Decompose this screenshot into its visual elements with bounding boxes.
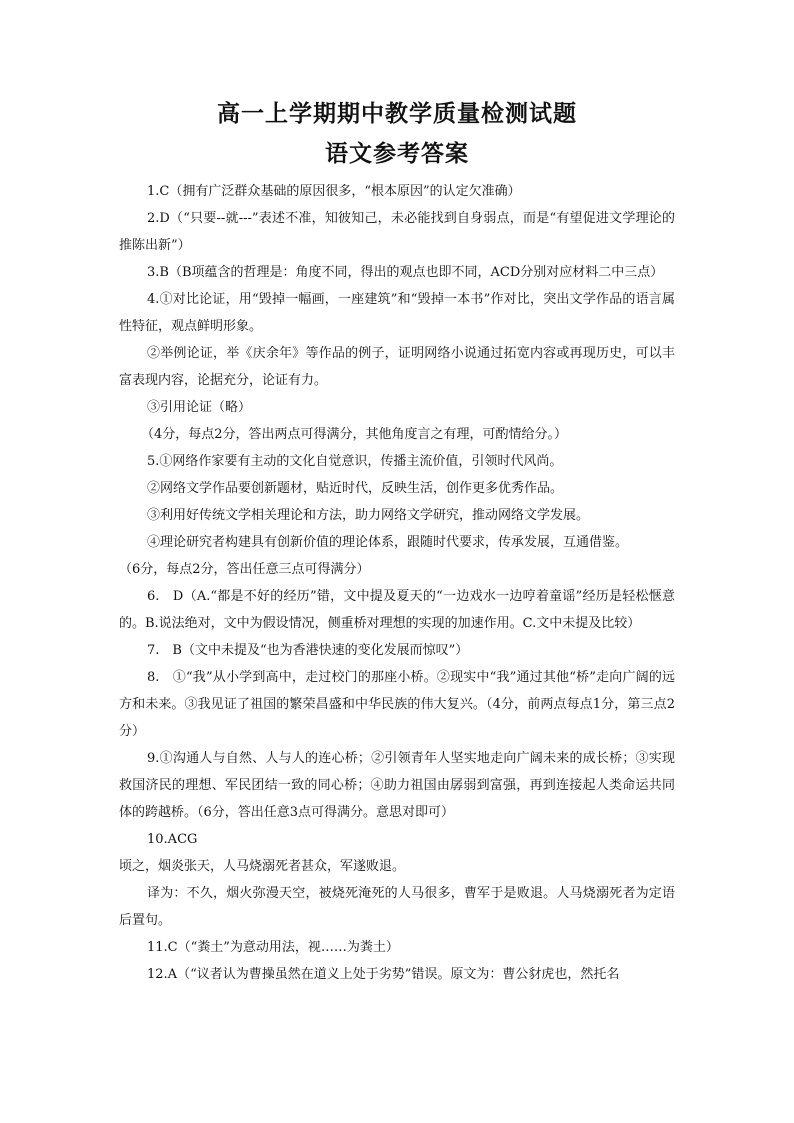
answer-5-point-1: 5.①网络作家要有主动的文化自觉意识，传播主流价值，引领时代风尚。	[147, 454, 563, 469]
answer-5-scoring: （6分，每点2分，答出任意三点可得满分）	[119, 562, 370, 577]
document-subtitle: 语文参考答案	[325, 140, 469, 167]
answer-12: 12.A（“议者认为曹操虽然在道义上处于劣势”错误。原文为：曹公豺虎也，然托名	[147, 967, 620, 982]
answer-8: 8. ①“我”从小学到高中，走过校门的那座小桥。②现实中“我”通过其他“桥”走向广阔的远方和未来。③我见证了祖国的繁荣昌盛和中华民族的伟大复兴。（4分，前两点每点1分，第三点2分）	[119, 670, 675, 739]
answer-6: 6. D（A.“都是不好的经历”错，文中提及夏天的“一边戏水一边哼着童谣”经历是轻松惬意的。B.说法绝对，文中为假设情况，侧重桥对理想的实现的加速作用。C.文中未提及比较）	[119, 589, 675, 631]
answer-4-scoring: （4分，每点2分，答出两点可得满分，其他角度言之有理，可酌情给分。）	[141, 427, 568, 442]
answer-3: 3.B（B项蕴含的哲理是：角度不同，得出的观点也即不同，ACD分别对应材料二中三点）	[147, 265, 664, 280]
answer-4-point-2: ②举例论证，举《庆余年》等作品的例子，证明网络小说通过拓宽内容或再现历史，可以丰富表现内容，论据充分，论证有力。	[119, 346, 675, 388]
answer-4-point-1: 4.①对比论证，用“毁掉一幅画，一座建筑”和“毁掉一本书”作对比，突出文学作品的语言属性特征，观点鲜明形象。	[119, 292, 675, 334]
document-title: 高一上学期期中教学质量检测试题	[217, 100, 577, 127]
answer-4-point-3: ③引用论证（略）	[147, 400, 252, 415]
answer-11: 11.C（“粪土”为意动用法，视……为粪土）	[147, 940, 399, 955]
answer-5-point-3: ③利用好传统文学相关理论和方法，助力网络文学研究，推动网络文学发展。	[147, 508, 590, 523]
answer-2: 2.D（“只要--就---”表述不准，知彼知己，未必能找到自身弱点，而是“有望促进文学理论的推陈出新”）	[119, 211, 675, 253]
answer-5-point-2: ②网络文学作品要创新题材，贴近时代，反映生活，创作更多优秀作品。	[147, 481, 564, 496]
answer-10-translation: 译为：不久，烟火弥漫天空，被烧死淹死的人马很多，曹军于是败退。人马烧溺死者为定语后置句。	[119, 886, 675, 928]
answer-1: 1.C（拥有广泛群众基础的原因很多，“根本原因”的认定欠准确）	[147, 184, 521, 199]
answer-10-sentence: 顷之，烟炎张天，人马烧溺死者甚众，军遂败退。	[119, 859, 406, 874]
answer-7: 7. B（文中未提及“也为香港快速的变化发展而惊叹”）	[147, 643, 469, 658]
answer-9: 9.①沟通人与自然、人与人的连心桥；②引领青年人坚实地走向广阔未来的成长桥；③实现救国济民的理想、军民团结一致的同心桥；④助力祖国由孱弱到富强，再到连接起人类命运共同体的跨越桥。（6分，答出任意3点可得满分。意思对即可）	[119, 751, 675, 820]
answer-10: 10.ACG	[147, 832, 198, 847]
answer-5-point-4: ④理论研究者构建具有创新价值的理论体系，跟随时代要求，传承发展，互通借鉴。	[147, 535, 629, 550]
